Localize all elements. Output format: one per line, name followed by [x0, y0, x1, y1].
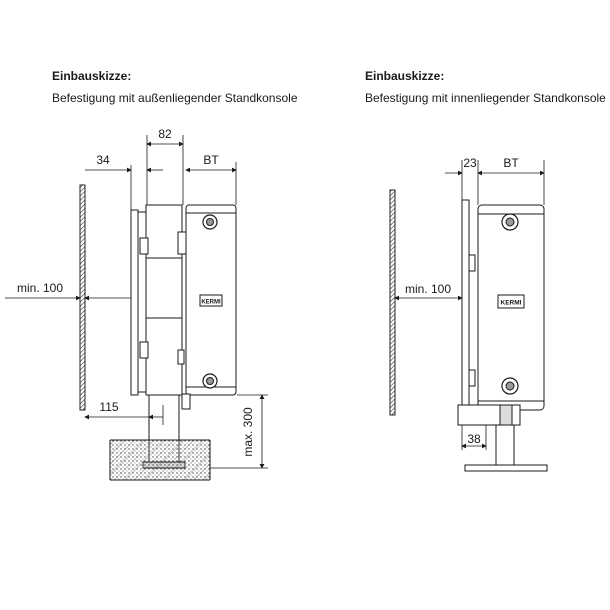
left-dim-min-100: min. 100	[16, 281, 64, 295]
left-console	[146, 205, 182, 395]
right-dim-23: 23	[463, 156, 477, 170]
left-dim-115: 115	[99, 400, 119, 414]
left-dim-82: 82	[158, 127, 172, 141]
right-brand-logo-text: KERMI	[500, 299, 522, 307]
left-dim-max-300: max. 300	[241, 407, 255, 457]
right-sketch-subtitle: Befestigung mit innenliegender Standkonsole	[365, 91, 606, 105]
left-bracket-plate	[131, 210, 138, 395]
right-dim-bt: BT	[503, 156, 519, 170]
left-dim-34: 34	[96, 153, 110, 167]
right-wall	[390, 190, 395, 415]
left-sketch-subtitle: Befestigung mit außenliegender Standkonsole	[52, 91, 298, 105]
left-sketch	[5, 135, 268, 480]
right-dim-38: 38	[467, 432, 481, 446]
right-sketch	[390, 160, 547, 471]
left-sketch-title: Einbauskizze:	[52, 69, 132, 83]
right-base-plate	[465, 465, 547, 471]
left-brand-logo-text: KERMI	[201, 299, 221, 306]
left-dim-bt: BT	[203, 153, 219, 167]
right-bracket-plate	[462, 200, 469, 410]
right-dim-min-100: min. 100	[404, 282, 452, 296]
right-stand-post	[496, 425, 514, 467]
right-sketch-title: Einbauskizze:	[365, 69, 445, 83]
left-wall	[80, 185, 85, 410]
